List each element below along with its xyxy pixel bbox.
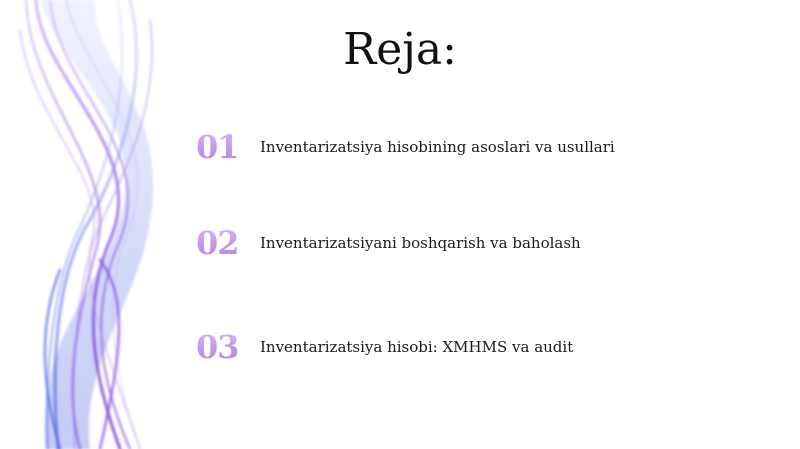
item-number: 03 <box>196 327 260 367</box>
item-number: 01 <box>196 127 260 167</box>
agenda-item-1 <box>196 122 615 172</box>
slide-title: Reja: <box>343 24 457 75</box>
item-text: Inventarizatsiya hisobining asoslari va usullari <box>260 138 615 156</box>
agenda-item-3 <box>196 322 573 372</box>
agenda-item-2 <box>196 218 581 268</box>
decorative-ribbon-graphic <box>0 0 200 449</box>
item-text: Inventarizatsiyani boshqarish va baholash <box>260 234 581 252</box>
item-number: 02 <box>196 223 260 263</box>
item-text: Inventarizatsiya hisobi: XMHMS va audit <box>260 338 574 356</box>
